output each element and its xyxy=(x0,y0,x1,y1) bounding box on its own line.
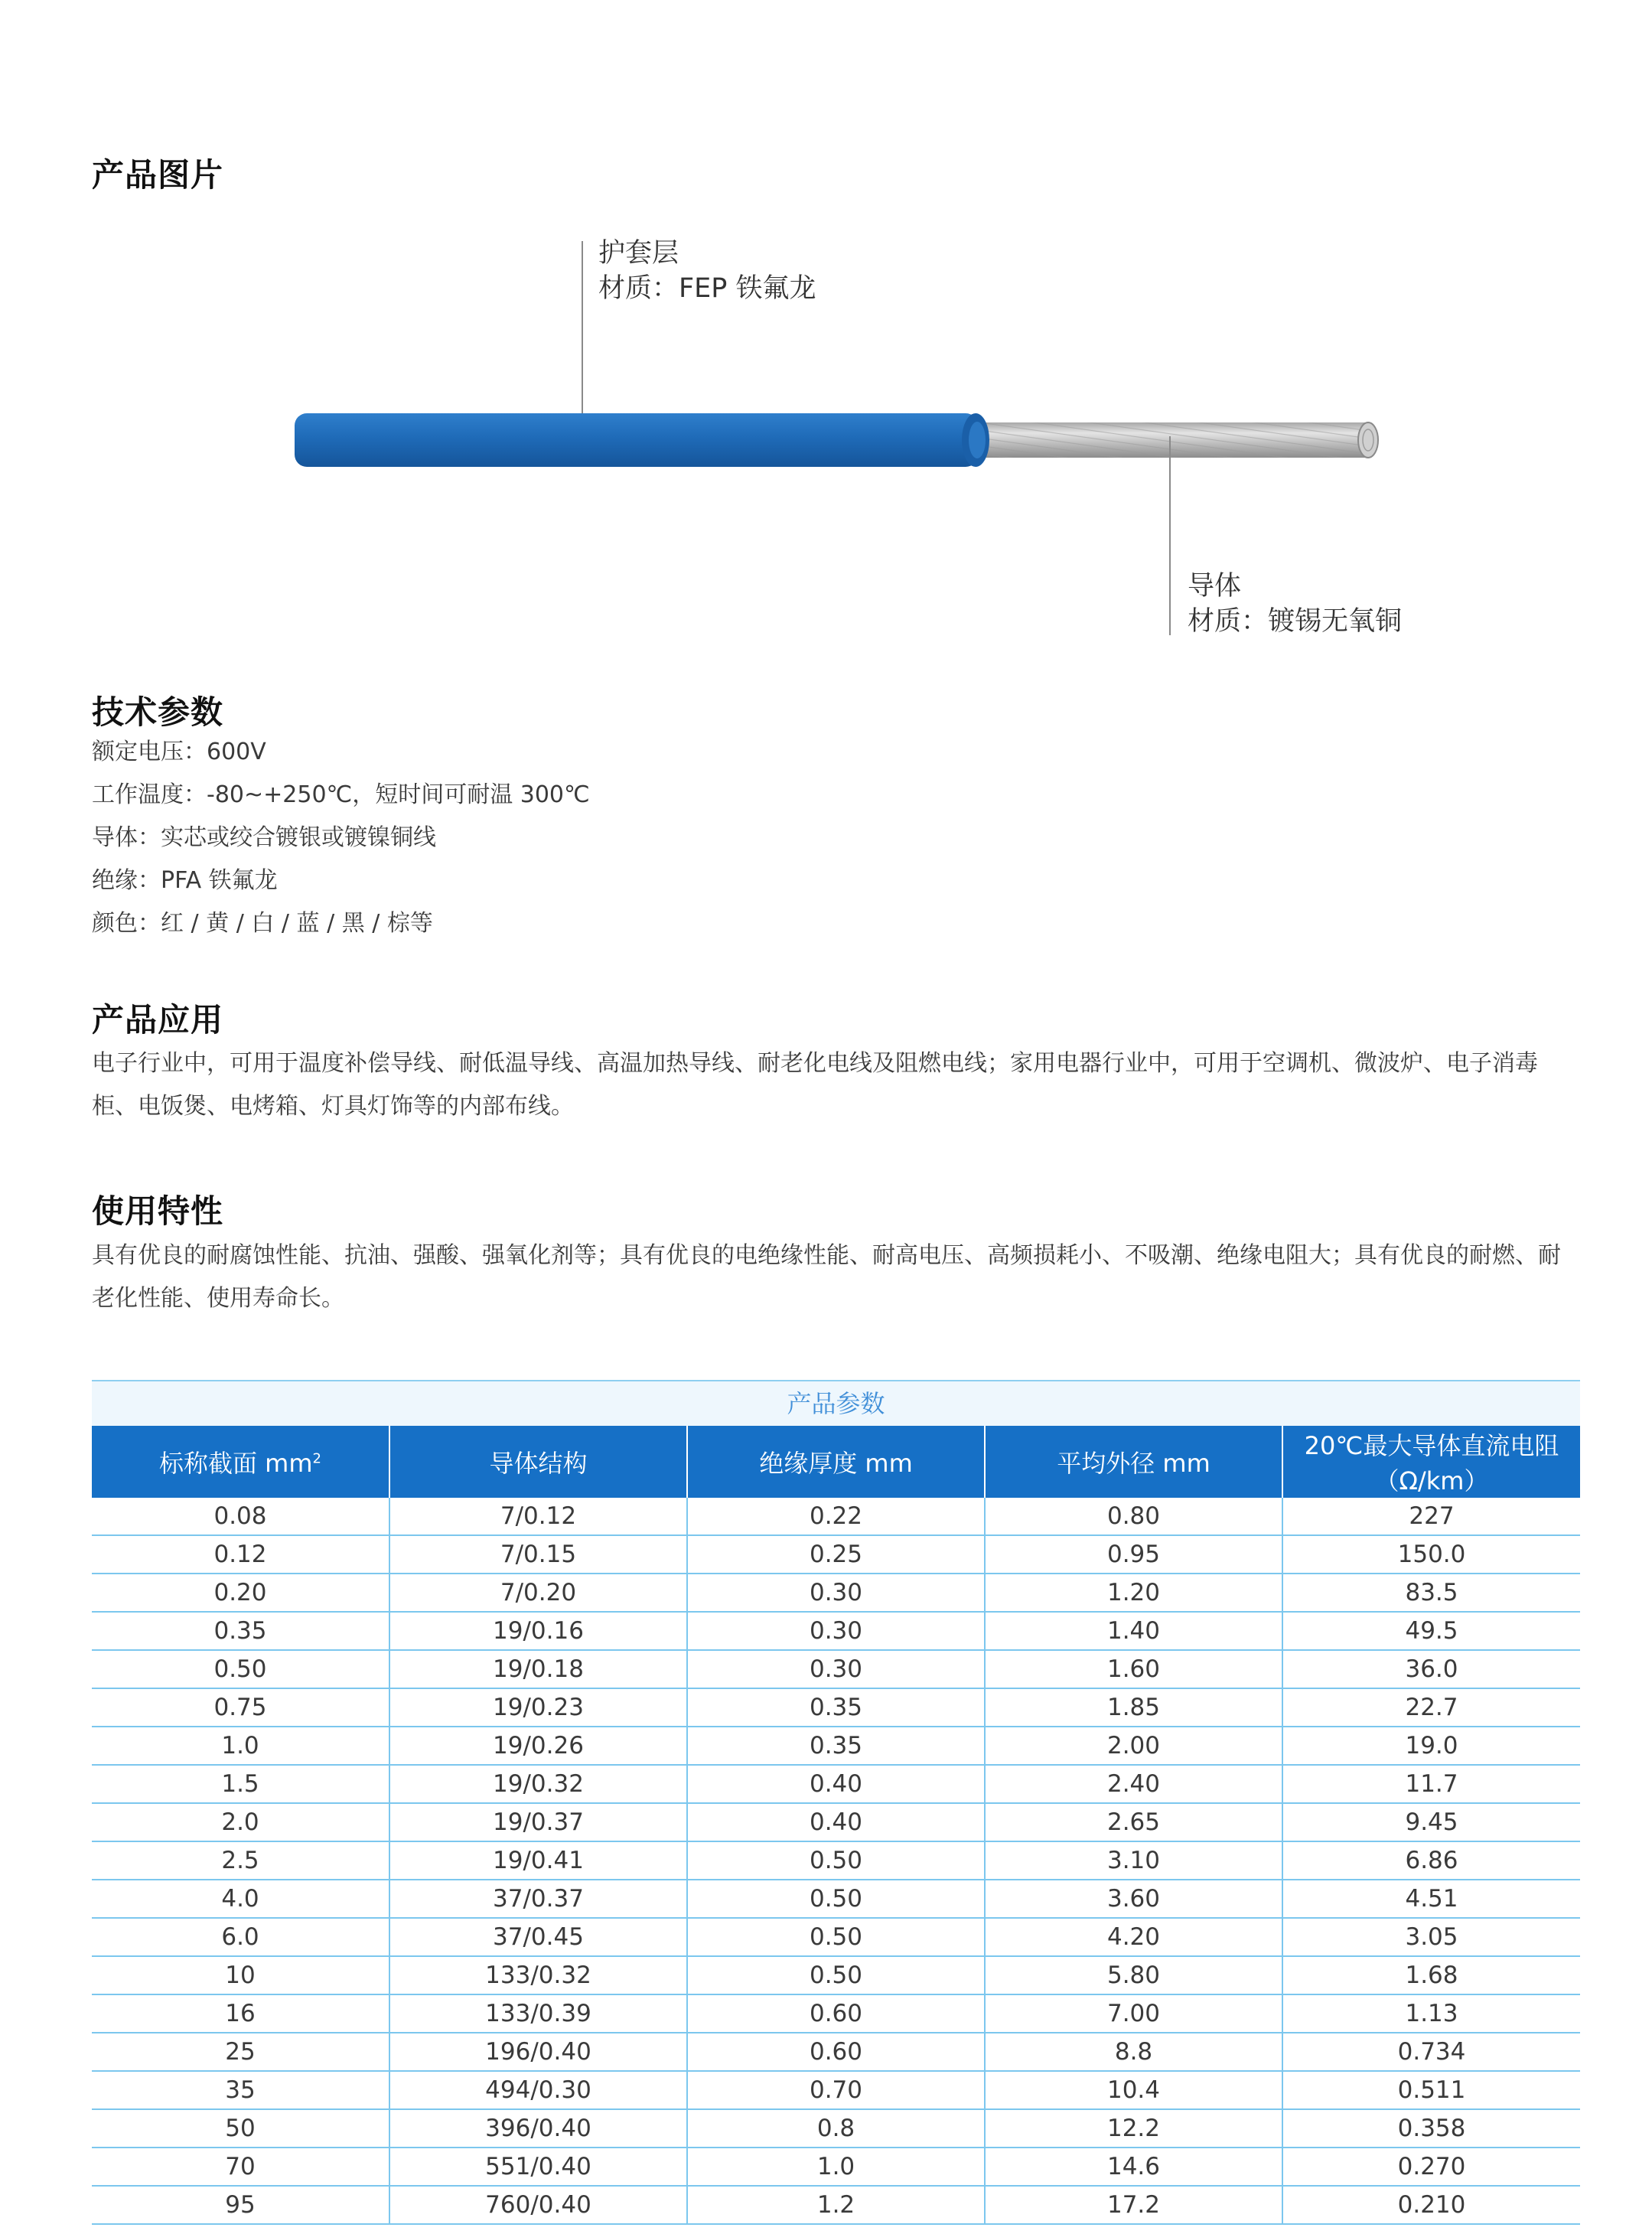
spec-list xyxy=(92,731,590,945)
conductor-material: 材质：镀锡无氧铜 xyxy=(1188,606,1403,637)
table-cell: 19/0.41 xyxy=(389,1841,687,1880)
table-cell: 1.5 xyxy=(92,1765,389,1803)
table-row xyxy=(92,2186,1580,2224)
table-cell: 0.30 xyxy=(687,1612,985,1650)
table-cell: 133/0.32 xyxy=(389,1956,687,1994)
table-cell: 9.45 xyxy=(1282,1803,1580,1841)
table-cell: 0.30 xyxy=(687,1574,985,1612)
table-cell: 4.20 xyxy=(985,1918,1282,1956)
conductor-callout xyxy=(1188,569,1402,639)
table-cell: 19/0.26 xyxy=(389,1727,687,1765)
table-cell: 16 xyxy=(92,1994,389,2033)
table-cell: 227 xyxy=(1282,1498,1580,1535)
application-text: 电子行业中，可用于温度补偿导线、耐低温导线、高温加热导线、耐老化电线及阻燃电线；家用电器行业中，可用于空调机、微波炉、电子消毒柜、电饭煲、电烤箱、灯具灯饰等的内部布线。 xyxy=(92,1050,1538,1120)
table-cell: 5.80 xyxy=(985,1956,1282,1994)
table-cell: 3.10 xyxy=(985,1841,1282,1880)
conductor-callout-line xyxy=(1169,436,1171,635)
spec-rated-voltage: 额定电压：600V xyxy=(92,739,266,765)
spec-conductor: 导体：实芯或绞合镀银或镀镍铜线 xyxy=(92,824,436,851)
header-cross-section: 标称截面 $mm^2$ xyxy=(92,1426,389,1498)
table-row xyxy=(92,1727,1580,1765)
table-cell: 3.60 xyxy=(985,1880,1282,1918)
table-header-row xyxy=(92,1426,1580,1498)
table-cell: 36.0 xyxy=(1282,1650,1580,1688)
table-cell: 14.6 xyxy=(985,2148,1282,2186)
table-cell: 1.13 xyxy=(1282,1994,1580,2033)
table-cell: 0.80 xyxy=(985,1498,1282,1535)
table-cell: 0.8 xyxy=(687,2109,985,2148)
table-cell: 7/0.15 xyxy=(389,1535,687,1574)
section-title-features: 使用特性 xyxy=(92,1192,224,1230)
table-cell: 494/0.30 xyxy=(389,2071,687,2109)
features-text: 具有优良的耐腐蚀性能、抗油、强酸、强氧化剂等；具有优良的电绝缘性能、耐高电压、高频损耗小、不吸潮、绝缘电阻大；具有优良的耐燃、耐老化性能、使用寿命长。 xyxy=(92,1242,1561,1312)
table-cell: 0.50 xyxy=(687,1918,985,1956)
table-cell: 2.00 xyxy=(985,1727,1282,1765)
table-cell: 0.60 xyxy=(687,1994,985,2033)
wire-drawing xyxy=(283,398,1385,482)
table-cell: 10.4 xyxy=(985,2071,1282,2109)
table-cell: 1.0 xyxy=(92,1727,389,1765)
table-cell: 6.86 xyxy=(1282,1841,1580,1880)
table-cell: 0.08 xyxy=(92,1498,389,1535)
table-cell: 0.12 xyxy=(92,1535,389,1574)
table-cell: 1.40 xyxy=(985,1612,1282,1650)
table-row xyxy=(92,2071,1580,2109)
table-cell: 0.70 xyxy=(687,2071,985,2109)
section-title-tech-params: 技术参数 xyxy=(92,693,224,731)
header-dc-resistance: 20℃最大导体直流电阻（Ω/km） xyxy=(1282,1426,1580,1498)
table-row xyxy=(92,1650,1580,1688)
table-cell: 19.0 xyxy=(1282,1727,1580,1765)
table-cell: 6.0 xyxy=(92,1918,389,1956)
product-params-table xyxy=(92,1380,1580,2225)
table-cell: 0.30 xyxy=(687,1650,985,1688)
table-cell: 37/0.37 xyxy=(389,1880,687,1918)
jacket-callout xyxy=(598,236,816,306)
table-cell: 0.75 xyxy=(92,1688,389,1727)
table-cell: 37/0.45 xyxy=(389,1918,687,1956)
table-cell: 17.2 xyxy=(985,2186,1282,2224)
table-cell: 0.35 xyxy=(92,1612,389,1650)
table-cell: 0.358 xyxy=(1282,2109,1580,2148)
table-cell: 50 xyxy=(92,2109,389,2148)
jacket-label: 护套层 xyxy=(598,238,679,269)
table-row xyxy=(92,2109,1580,2148)
table-row xyxy=(92,1956,1580,1994)
table-cell: 19/0.18 xyxy=(389,1650,687,1688)
table-cell: 49.5 xyxy=(1282,1612,1580,1650)
table-cell: 1.2 xyxy=(687,2186,985,2224)
table-row xyxy=(92,1535,1580,1574)
jacket xyxy=(295,413,978,467)
table-cell: 12.2 xyxy=(985,2109,1282,2148)
table-cell: 1.0 xyxy=(687,2148,985,2186)
table-cell: 19/0.37 xyxy=(389,1803,687,1841)
table-cell: 10 xyxy=(92,1956,389,1994)
params-table xyxy=(92,1426,1580,2225)
spec-insulation: 绝缘：PFA 铁氟龙 xyxy=(92,867,278,894)
table-cell: 0.50 xyxy=(92,1650,389,1688)
table-row xyxy=(92,2033,1580,2071)
table-cell: 0.40 xyxy=(687,1803,985,1841)
table-cell: 95 xyxy=(92,2186,389,2224)
table-cell: 0.95 xyxy=(985,1535,1282,1574)
table-row xyxy=(92,1574,1580,1612)
table-cell: 0.50 xyxy=(687,1956,985,1994)
table-cell: 35 xyxy=(92,2071,389,2109)
table-cell: 7/0.20 xyxy=(389,1574,687,1612)
table-cell: 0.35 xyxy=(687,1727,985,1765)
table-cell: 0.50 xyxy=(687,1841,985,1880)
table-cell: 2.0 xyxy=(92,1803,389,1841)
table-cell: 0.60 xyxy=(687,2033,985,2071)
table-row xyxy=(92,1880,1580,1918)
table-cell: 0.22 xyxy=(687,1498,985,1535)
table-cell: 11.7 xyxy=(1282,1765,1580,1803)
jacket-material: 材质：FEP 铁氟龙 xyxy=(598,273,816,304)
spec-colors: 颜色：红 / 黄 / 白 / 蓝 / 黑 / 棕等 xyxy=(92,910,433,937)
table-cell: 19/0.16 xyxy=(389,1612,687,1650)
table-cell: 1.20 xyxy=(985,1574,1282,1612)
table-cell: 2.5 xyxy=(92,1841,389,1880)
table-cell: 1.60 xyxy=(985,1650,1282,1688)
table-cell: 196/0.40 xyxy=(389,2033,687,2071)
section-title-application: 产品应用 xyxy=(92,1001,224,1039)
table-cell: 22.7 xyxy=(1282,1688,1580,1727)
table-cell: 8.8 xyxy=(985,2033,1282,2071)
table-row xyxy=(92,1803,1580,1841)
table-row xyxy=(92,1841,1580,1880)
table-cell: 0.210 xyxy=(1282,2186,1580,2224)
conductor-label: 导体 xyxy=(1188,571,1242,602)
spec-working-temp: 工作温度：-80~+250℃，短时间可耐温 300℃ xyxy=(92,781,590,808)
table-cell: 0.50 xyxy=(687,1880,985,1918)
jacket-callout-line xyxy=(582,241,583,413)
header-conductor-structure: 导体结构 xyxy=(389,1426,687,1498)
table-cell: 0.734 xyxy=(1282,2033,1580,2071)
table-row xyxy=(92,2148,1580,2186)
section-title-product-image: 产品图片 xyxy=(92,156,224,194)
table-cell: 4.0 xyxy=(92,1880,389,1918)
table-cell: 551/0.40 xyxy=(389,2148,687,2186)
table-cell: 133/0.39 xyxy=(389,1994,687,2033)
table-cell: 1.68 xyxy=(1282,1956,1580,1994)
table-cell: 1.85 xyxy=(985,1688,1282,1727)
table-cell: 83.5 xyxy=(1282,1574,1580,1612)
header-outer-diameter: 平均外径 mm xyxy=(985,1426,1282,1498)
header-insulation-thickness: 绝缘厚度 mm xyxy=(687,1426,985,1498)
table-caption: 产品参数 xyxy=(92,1380,1580,1426)
table-cell: 0.20 xyxy=(92,1574,389,1612)
table-cell: 7.00 xyxy=(985,1994,1282,2033)
table-cell: 4.51 xyxy=(1282,1880,1580,1918)
table-cell: 2.65 xyxy=(985,1803,1282,1841)
table-row xyxy=(92,1498,1580,1535)
table-cell: 0.40 xyxy=(687,1765,985,1803)
table-cell: 7/0.12 xyxy=(389,1498,687,1535)
table-cell: 0.35 xyxy=(687,1688,985,1727)
table-cell: 70 xyxy=(92,2148,389,2186)
table-cell: 0.511 xyxy=(1282,2071,1580,2109)
table-cell: 2.40 xyxy=(985,1765,1282,1803)
table-cell: 19/0.23 xyxy=(389,1688,687,1727)
table-cell: 150.0 xyxy=(1282,1535,1580,1574)
table-cell: 3.05 xyxy=(1282,1918,1580,1956)
table-cell: 19/0.32 xyxy=(389,1765,687,1803)
table-cell: 760/0.40 xyxy=(389,2186,687,2224)
table-row xyxy=(92,1612,1580,1650)
table-body xyxy=(92,1498,1580,2224)
table-row xyxy=(92,1918,1580,1956)
table-cell: 0.25 xyxy=(687,1535,985,1574)
table-row xyxy=(92,1994,1580,2033)
table-cell: 25 xyxy=(92,2033,389,2071)
table-cell: 0.270 xyxy=(1282,2148,1580,2186)
table-row xyxy=(92,1765,1580,1803)
table-row xyxy=(92,1688,1580,1727)
table-cell: 396/0.40 xyxy=(389,2109,687,2148)
